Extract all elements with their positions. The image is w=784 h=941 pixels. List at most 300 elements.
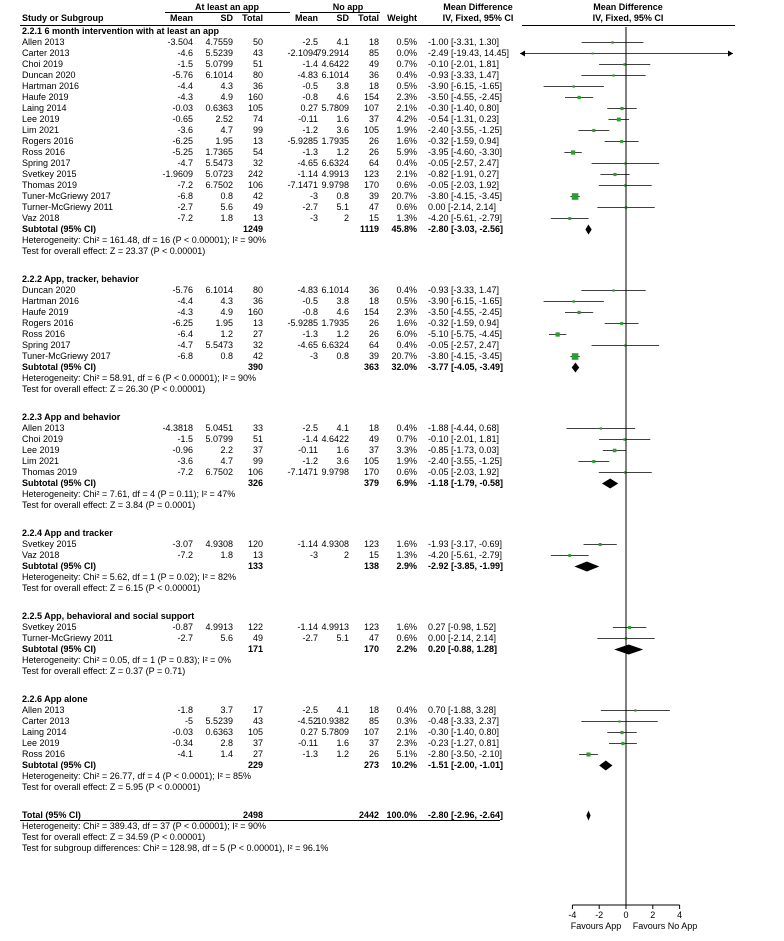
sd-noapp: 4.6422 bbox=[321, 59, 349, 69]
mean-noapp: -2.7 bbox=[302, 202, 318, 212]
total-noapp: 26 bbox=[368, 749, 379, 759]
study-name: Thomas 2019 bbox=[22, 180, 78, 190]
sd-app: 4.9 bbox=[220, 307, 233, 317]
weight: 0.4% bbox=[396, 423, 417, 433]
subgroup-title: 2.2.6 App alone bbox=[22, 694, 88, 704]
sd-app: 2.8 bbox=[220, 738, 233, 748]
total-noapp: 49 bbox=[368, 59, 379, 69]
weight: 5.1% bbox=[396, 749, 417, 759]
mean-app: -1.8 bbox=[177, 705, 193, 715]
sd-noapp: 9.9798 bbox=[321, 180, 349, 190]
weight: 1.6% bbox=[396, 318, 417, 328]
subtotal-label: Subtotal (95% CI) bbox=[22, 561, 97, 571]
subtotal-weight: 2.2% bbox=[396, 644, 417, 654]
mean-noapp: -0.11 bbox=[298, 738, 318, 748]
sd-noapp: 3.6 bbox=[336, 125, 349, 135]
header-md-title-plot: Mean Difference bbox=[593, 2, 663, 12]
total-app: 106 bbox=[247, 467, 263, 477]
total-app: 105 bbox=[247, 103, 263, 113]
sd-app: 2.2 bbox=[220, 445, 233, 455]
subgroup-overall-test: Test for overall effect: Z = 3.84 (P = 0.0001) bbox=[22, 500, 196, 510]
sd-app: 2.52 bbox=[215, 114, 233, 124]
total-noapp: 47 bbox=[368, 202, 379, 212]
md-ci: -0.85 [-1.73, 0.03] bbox=[428, 445, 500, 455]
sd-noapp: 3.8 bbox=[336, 81, 349, 91]
study-name: Hartman 2016 bbox=[22, 81, 80, 91]
study-name: Allen 2013 bbox=[22, 423, 65, 433]
sd-app: 6.7502 bbox=[205, 180, 233, 190]
mean-noapp: -2.5 bbox=[302, 705, 318, 715]
subgroup-heterogeneity: Heterogeneity: Chi² = 0.05, df = 1 (P = 0.83); I² = 0% bbox=[22, 655, 231, 665]
md-ci: -0.30 [-1.40, 0.80] bbox=[428, 727, 500, 737]
header-sd1: SD bbox=[220, 13, 233, 23]
weight: 6.0% bbox=[396, 329, 417, 339]
mean-noapp: -0.11 bbox=[298, 114, 318, 124]
total-app: 99 bbox=[252, 456, 263, 466]
total-app: 51 bbox=[252, 59, 263, 69]
weight: 20.7% bbox=[391, 191, 417, 201]
header-group2: No app bbox=[332, 2, 364, 12]
mean-noapp: -2.5 bbox=[302, 423, 318, 433]
effect-square bbox=[620, 140, 623, 143]
weight: 2.3% bbox=[396, 738, 417, 748]
total-app: 49 bbox=[252, 633, 263, 643]
mean-app: -2.7 bbox=[177, 202, 193, 212]
md-ci: -4.20 [-5.61, -2.79] bbox=[428, 213, 503, 223]
sd-app: 1.7365 bbox=[205, 147, 233, 157]
md-ci: -5.10 [-5.75, -4.45] bbox=[428, 329, 503, 339]
weight: 1.6% bbox=[396, 622, 417, 632]
effect-square bbox=[592, 460, 595, 463]
study-name: Carter 2013 bbox=[22, 48, 70, 58]
total-app: 160 bbox=[247, 92, 263, 102]
total-app: 160 bbox=[247, 307, 263, 317]
effect-square bbox=[618, 720, 620, 722]
total-app: 122 bbox=[247, 622, 263, 632]
mean-app: -0.03 bbox=[172, 103, 193, 113]
weight: 1.9% bbox=[396, 456, 417, 466]
total-app: 13 bbox=[252, 550, 263, 560]
mean-noapp: -0.8 bbox=[302, 92, 318, 102]
mean-app: -6.8 bbox=[177, 191, 193, 201]
subgroup-overall-test: Test for overall effect: Z = 26.30 (P < 0.00001) bbox=[22, 384, 206, 394]
mean-app: -1.5 bbox=[177, 59, 193, 69]
md-ci: -0.32 [-1.59, 0.94] bbox=[428, 318, 500, 328]
weight: 0.6% bbox=[396, 180, 417, 190]
study-name: Haufe 2019 bbox=[22, 307, 69, 317]
mean-noapp: -7.1471 bbox=[287, 180, 318, 190]
effect-square bbox=[634, 709, 636, 711]
subtotal-label: Subtotal (95% CI) bbox=[22, 362, 97, 372]
sd-app: 5.6 bbox=[220, 633, 233, 643]
weight: 0.4% bbox=[396, 705, 417, 715]
effect-square bbox=[586, 752, 590, 756]
sd-noapp: 1.2 bbox=[336, 147, 349, 157]
md-ci: -1.88 [-4.44, 0.68] bbox=[428, 423, 500, 433]
total-noapp: 85 bbox=[368, 48, 379, 58]
weight: 0.5% bbox=[396, 296, 417, 306]
effect-square bbox=[613, 449, 617, 453]
total-noapp: 36 bbox=[368, 285, 379, 295]
mean-app: -5.25 bbox=[172, 147, 193, 157]
md-ci: -3.95 [-4.60, -3.30] bbox=[428, 147, 503, 157]
mean-noapp: -4.65 bbox=[297, 158, 318, 168]
total-noapp: 26 bbox=[368, 147, 379, 157]
md-ci: -3.90 [-6.15, -1.65] bbox=[428, 81, 503, 91]
sd-noapp: 6.1014 bbox=[321, 70, 349, 80]
subgroup-overall-test: Test for overall effect: Z = 0.37 (P = 0.71) bbox=[22, 666, 186, 676]
mean-noapp: -1.3 bbox=[302, 749, 318, 759]
subgroup-heterogeneity: Heterogeneity: Chi² = 7.61, df = 4 (P = 0.11); I² = 47% bbox=[22, 489, 236, 499]
total-app: 13 bbox=[252, 136, 263, 146]
sd-app: 4.7 bbox=[220, 456, 233, 466]
total-noapp: 39 bbox=[368, 191, 379, 201]
effect-square bbox=[628, 626, 631, 629]
total-app: 43 bbox=[252, 716, 263, 726]
subtotal-diamond bbox=[572, 363, 580, 373]
weight: 2.1% bbox=[396, 103, 417, 113]
sd-app: 1.95 bbox=[215, 136, 233, 146]
mean-app: -6.25 bbox=[172, 318, 193, 328]
total-app: 32 bbox=[252, 158, 263, 168]
effect-square bbox=[617, 118, 621, 122]
subtotal-diamond bbox=[574, 562, 599, 572]
subgroup-overall-test: Test for overall effect: Z = 5.95 (P < 0.00001) bbox=[22, 782, 201, 792]
effect-square bbox=[600, 427, 602, 429]
total-noapp: 105 bbox=[363, 125, 379, 135]
md-ci: -0.93 [-3.33, 1.47] bbox=[428, 70, 500, 80]
footer-line-1: Test for overall effect: Z = 34.59 (P < 0.00001) bbox=[22, 832, 206, 842]
total-noapp: 107 bbox=[363, 103, 379, 113]
mean-noapp: 0.27 bbox=[300, 727, 318, 737]
study-name: Svetkey 2015 bbox=[22, 169, 77, 179]
weight: 1.9% bbox=[396, 125, 417, 135]
md-ci: -0.82 [-1.91, 0.27] bbox=[428, 169, 500, 179]
md-ci: -0.05 [-2.03, 1.92] bbox=[428, 467, 500, 477]
mean-app: -2.7 bbox=[177, 633, 193, 643]
mean-noapp: -5.9285 bbox=[287, 136, 318, 146]
total-noapp: 64 bbox=[368, 340, 379, 350]
mean-app: -5.76 bbox=[172, 285, 193, 295]
effect-square bbox=[556, 332, 560, 336]
header-md-method-plot: IV, Fixed, 95% CI bbox=[592, 13, 664, 23]
subtotal-total-noapp: 363 bbox=[363, 362, 379, 372]
sd-noapp: 6.6324 bbox=[321, 340, 349, 350]
subtotal-label: Subtotal (95% CI) bbox=[22, 478, 97, 488]
sd-app: 4.7 bbox=[220, 125, 233, 135]
study-name: Vaz 2018 bbox=[22, 550, 60, 560]
total-app: 2498 bbox=[242, 810, 263, 820]
weight: 0.6% bbox=[396, 467, 417, 477]
sd-noapp: 0.8 bbox=[336, 351, 349, 361]
mean-noapp: -0.5 bbox=[302, 296, 318, 306]
header-mean2: Mean bbox=[294, 13, 318, 23]
weight: 1.6% bbox=[396, 539, 417, 549]
sd-app: 4.9308 bbox=[205, 539, 233, 549]
total-noapp: 49 bbox=[368, 434, 379, 444]
mean-app: -5 bbox=[184, 716, 193, 726]
md-ci: 0.00 [-2.14, 2.14] bbox=[428, 633, 497, 643]
total-noapp: 47 bbox=[368, 633, 379, 643]
mean-noapp: -3 bbox=[309, 191, 318, 201]
total-app: 242 bbox=[247, 169, 263, 179]
total-noapp: 39 bbox=[368, 351, 379, 361]
total-noapp: 123 bbox=[363, 169, 379, 179]
total-noapp: 105 bbox=[363, 456, 379, 466]
mean-app: -7.2 bbox=[177, 180, 193, 190]
mean-app: -0.34 bbox=[172, 738, 193, 748]
sd-noapp: 9.9798 bbox=[321, 467, 349, 477]
sd-noapp: 3.8 bbox=[336, 296, 349, 306]
total-label: Total (95% CI) bbox=[22, 810, 81, 820]
mean-noapp: -5.9285 bbox=[287, 318, 318, 328]
sd-app: 6.1014 bbox=[205, 285, 233, 295]
total-noapp: 18 bbox=[368, 705, 379, 715]
mean-app: -0.87 bbox=[172, 622, 193, 632]
sd-noapp: 5.7809 bbox=[321, 727, 349, 737]
sd-app: 1.2 bbox=[220, 329, 233, 339]
mean-app: -6.8 bbox=[177, 351, 193, 361]
mean-noapp: -0.8 bbox=[302, 307, 318, 317]
subtotal-total-noapp: 138 bbox=[363, 561, 379, 571]
mean-app: -4.3818 bbox=[162, 423, 193, 433]
md-ci: -0.48 [-3.33, 2.37] bbox=[428, 716, 500, 726]
total-app: 50 bbox=[252, 37, 263, 47]
ci-arrow-right bbox=[728, 51, 733, 57]
favours-left-label: Favours App bbox=[570, 921, 622, 931]
study-name: Ross 2016 bbox=[22, 329, 66, 339]
sd-noapp: 1.2 bbox=[336, 329, 349, 339]
total-app: 42 bbox=[252, 191, 263, 201]
mean-app: -7.2 bbox=[177, 213, 193, 223]
total-app: 37 bbox=[252, 738, 263, 748]
effect-square bbox=[620, 322, 623, 325]
header-mean1: Mean bbox=[169, 13, 193, 23]
md-ci: -4.20 [-5.61, -2.79] bbox=[428, 550, 503, 560]
weight: 0.4% bbox=[396, 340, 417, 350]
subtotal-label: Subtotal (95% CI) bbox=[22, 760, 97, 770]
mean-app: -0.03 bbox=[172, 727, 193, 737]
total-app: 43 bbox=[252, 48, 263, 58]
mean-noapp: -1.14 bbox=[297, 622, 318, 632]
sd-noapp: 0.8 bbox=[336, 191, 349, 201]
mean-noapp: -7.1471 bbox=[287, 467, 318, 477]
mean-app: -4.4 bbox=[177, 296, 193, 306]
subgroup-heterogeneity: Heterogeneity: Chi² = 26.77, df = 4 (P < 0.0001); I² = 85% bbox=[22, 771, 251, 781]
sd-noapp: 4.1 bbox=[336, 705, 349, 715]
subtotal-total-app: 133 bbox=[247, 561, 263, 571]
total-noapp: 15 bbox=[368, 550, 379, 560]
sd-app: 0.6363 bbox=[205, 727, 233, 737]
md-ci: -3.80 [-4.15, -3.45] bbox=[428, 191, 503, 201]
study-name: Lee 2019 bbox=[22, 445, 60, 455]
sd-noapp: 1.6 bbox=[336, 114, 349, 124]
total-diamond bbox=[586, 811, 590, 821]
mean-app: -1.5 bbox=[177, 434, 193, 444]
md-ci: -3.90 [-6.15, -1.65] bbox=[428, 296, 503, 306]
weight: 3.3% bbox=[396, 445, 417, 455]
x-tick-label: 4 bbox=[677, 910, 683, 920]
mean-noapp: -1.3 bbox=[302, 329, 318, 339]
subtotal-label: Subtotal (95% CI) bbox=[22, 644, 97, 654]
header-md-title: Mean Difference bbox=[443, 2, 513, 12]
subgroup-title: 2.2.4 App and tracker bbox=[22, 528, 113, 538]
study-name: Turner-McGriewy 2011 bbox=[22, 202, 114, 212]
weight: 0.0% bbox=[396, 48, 417, 58]
weight: 0.4% bbox=[396, 285, 417, 295]
header-sd2: SD bbox=[336, 13, 349, 23]
study-name: Haufe 2019 bbox=[22, 92, 69, 102]
total-app: 51 bbox=[252, 434, 263, 444]
study-name: Laing 2014 bbox=[22, 727, 67, 737]
header-weight: Weight bbox=[387, 13, 417, 23]
mean-noapp: -1.3 bbox=[302, 147, 318, 157]
mean-noapp: -2.7 bbox=[302, 633, 318, 643]
md-ci: -0.05 [-2.57, 2.47] bbox=[428, 340, 500, 350]
sd-noapp: 5.1 bbox=[336, 202, 349, 212]
study-name: Ross 2016 bbox=[22, 147, 66, 157]
mean-app: -7.2 bbox=[177, 550, 193, 560]
header-md-method: IV, Fixed, 95% CI bbox=[442, 13, 514, 23]
mean-app: -1.9609 bbox=[162, 169, 193, 179]
total-noapp: 123 bbox=[363, 622, 379, 632]
subtotal-md-ci: 0.20 [-0.88, 1.28] bbox=[428, 644, 498, 654]
mean-noapp: -3 bbox=[309, 550, 318, 560]
effect-square bbox=[568, 217, 571, 220]
total-noapp: 154 bbox=[363, 92, 379, 102]
x-tick-label: -2 bbox=[595, 910, 604, 920]
effect-square bbox=[621, 742, 624, 745]
weight: 1.3% bbox=[396, 550, 417, 560]
sd-app: 4.3 bbox=[220, 296, 233, 306]
effect-square bbox=[613, 173, 616, 176]
md-ci: -2.40 [-3.55, -1.25] bbox=[428, 125, 503, 135]
study-name: Thomas 2019 bbox=[22, 467, 78, 477]
mean-noapp: -2.1094 bbox=[287, 48, 318, 58]
sd-noapp: 1.6 bbox=[336, 445, 349, 455]
sd-app: 0.6363 bbox=[205, 103, 233, 113]
subtotal-weight: 32.0% bbox=[391, 362, 417, 372]
total-app: 74 bbox=[252, 114, 263, 124]
x-tick-label: 2 bbox=[650, 910, 656, 920]
total-app: 80 bbox=[252, 285, 263, 295]
total-noapp: 26 bbox=[368, 318, 379, 328]
weight: 5.9% bbox=[396, 147, 417, 157]
total-app: 49 bbox=[252, 202, 263, 212]
total-noapp: 18 bbox=[368, 37, 379, 47]
sd-noapp: 5.7809 bbox=[321, 103, 349, 113]
study-name: Ross 2016 bbox=[22, 749, 66, 759]
total-noapp: 18 bbox=[368, 81, 379, 91]
header-total1: Total bbox=[242, 13, 263, 23]
favours-right-label: Favours No App bbox=[632, 921, 698, 931]
subtotal-diamond bbox=[599, 761, 612, 771]
effect-square bbox=[573, 85, 575, 87]
subtotal-label: Subtotal (95% CI) bbox=[22, 224, 97, 234]
study-name: Choi 2019 bbox=[22, 59, 64, 69]
study-name: Lee 2019 bbox=[22, 738, 60, 748]
md-ci: -3.50 [-4.55, -2.45] bbox=[428, 307, 503, 317]
weight: 0.6% bbox=[396, 633, 417, 643]
effect-square bbox=[572, 193, 579, 200]
md-ci: -2.49 [-19.43, 14.45] bbox=[428, 48, 510, 58]
total-app: 54 bbox=[252, 147, 263, 157]
mean-noapp: -4.65 bbox=[297, 340, 318, 350]
subtotal-weight: 10.2% bbox=[391, 760, 417, 770]
x-tick-label: 0 bbox=[623, 910, 629, 920]
subgroup-title: 2.2.5 App, behavioral and social support bbox=[22, 611, 195, 621]
md-ci: -0.30 [-1.40, 0.80] bbox=[428, 103, 500, 113]
header-total2: Total bbox=[358, 13, 379, 23]
weight: 0.3% bbox=[396, 716, 417, 726]
study-name: Carter 2013 bbox=[22, 716, 70, 726]
total-app: 17 bbox=[252, 705, 263, 715]
mean-noapp: -4.83 bbox=[297, 285, 318, 295]
subgroup-heterogeneity: Heterogeneity: Chi² = 5.62, df = 1 (P = 0.02); I² = 82% bbox=[22, 572, 236, 582]
mean-app: -4.1 bbox=[177, 749, 193, 759]
total-noapp: 37 bbox=[368, 738, 379, 748]
mean-noapp: -3 bbox=[309, 213, 318, 223]
total-app: 99 bbox=[252, 125, 263, 135]
study-name: Rogers 2016 bbox=[22, 318, 74, 328]
subtotal-md-ci: -2.80 [-3.03, -2.56] bbox=[428, 224, 504, 234]
sd-noapp: 6.6324 bbox=[321, 158, 349, 168]
study-name: Duncan 2020 bbox=[22, 285, 76, 295]
x-tick-label: -4 bbox=[568, 910, 577, 920]
mean-app: -0.65 bbox=[172, 114, 193, 124]
study-name: Spring 2017 bbox=[22, 158, 71, 168]
total-noapp: 36 bbox=[368, 70, 379, 80]
weight: 0.6% bbox=[396, 202, 417, 212]
mean-noapp: -4.83 bbox=[297, 70, 318, 80]
total-app: 36 bbox=[252, 81, 263, 91]
study-name: Lee 2019 bbox=[22, 114, 60, 124]
mean-app: -4.3 bbox=[177, 92, 193, 102]
effect-square bbox=[568, 554, 571, 557]
total-app: 80 bbox=[252, 70, 263, 80]
effect-square bbox=[620, 731, 623, 734]
weight: 2.1% bbox=[396, 169, 417, 179]
sd-noapp: 2 bbox=[343, 550, 349, 560]
effect-square bbox=[577, 311, 580, 314]
weight: 0.7% bbox=[396, 59, 417, 69]
total-app: 106 bbox=[247, 180, 263, 190]
weight: 2.3% bbox=[396, 307, 417, 317]
mean-app: -3.6 bbox=[177, 125, 193, 135]
weight: 1.6% bbox=[396, 136, 417, 146]
mean-noapp: -1.14 bbox=[297, 539, 318, 549]
mean-noapp: -1.2 bbox=[302, 456, 318, 466]
subtotal-total-app: 326 bbox=[247, 478, 263, 488]
sd-noapp: 2 bbox=[343, 213, 349, 223]
total-noapp: 85 bbox=[368, 716, 379, 726]
weight: 0.5% bbox=[396, 81, 417, 91]
total-noapp: 2442 bbox=[358, 810, 379, 820]
md-ci: -0.32 [-1.59, 0.94] bbox=[428, 136, 500, 146]
sd-noapp: 1.2 bbox=[336, 749, 349, 759]
mean-noapp: -1.4 bbox=[302, 434, 318, 444]
total-noapp: 154 bbox=[363, 307, 379, 317]
study-name: Lim 2021 bbox=[22, 456, 60, 466]
header-group1: At least an app bbox=[194, 2, 259, 12]
sd-app: 6.7502 bbox=[205, 467, 233, 477]
weight: 4.2% bbox=[396, 114, 417, 124]
md-ci: -0.23 [-1.27, 0.81] bbox=[428, 738, 500, 748]
subtotal-total-noapp: 273 bbox=[363, 760, 379, 770]
sd-app: 4.7559 bbox=[205, 37, 233, 47]
subgroup-heterogeneity: Heterogeneity: Chi² = 161.48, df = 16 (P < 0.00001); I² = 90% bbox=[22, 235, 266, 245]
study-name: Duncan 2020 bbox=[22, 70, 76, 80]
